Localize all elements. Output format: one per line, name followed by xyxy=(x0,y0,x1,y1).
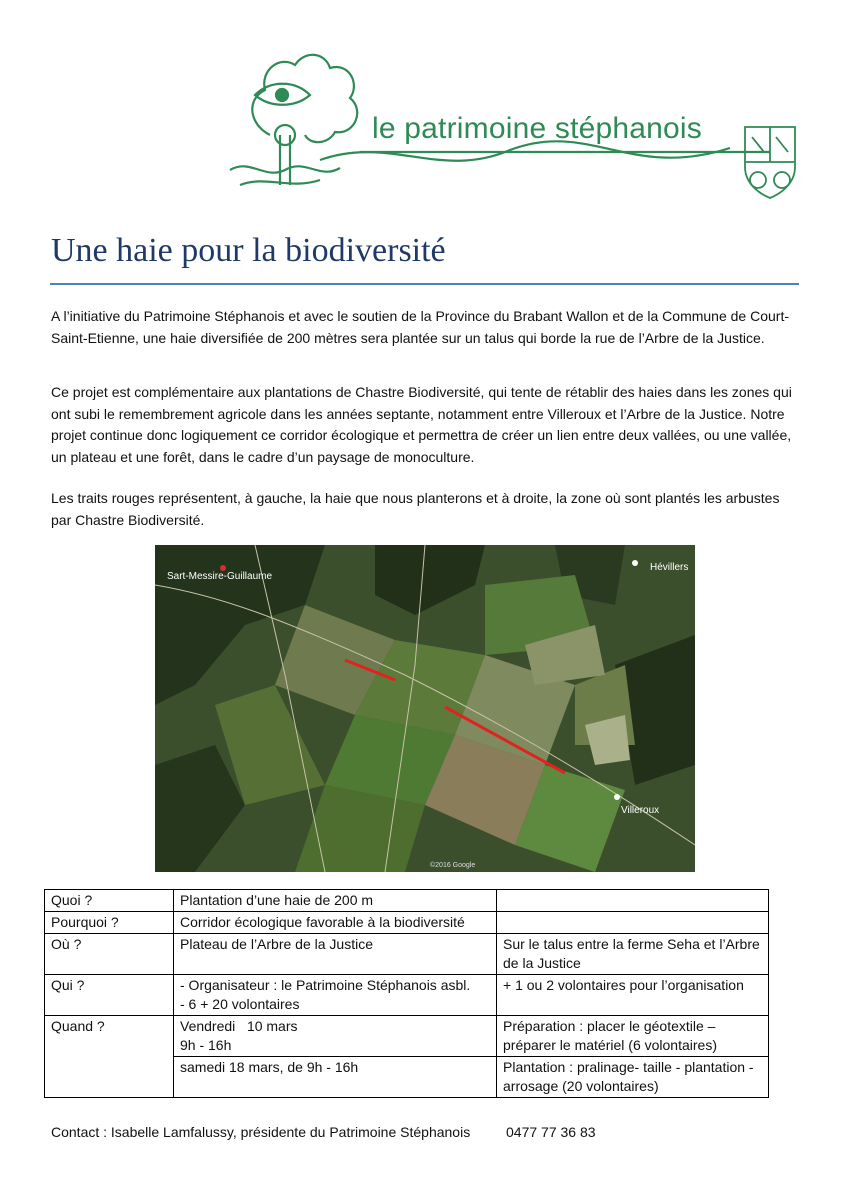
info-table xyxy=(44,889,769,1098)
place-marker-icon xyxy=(632,560,638,566)
row-detail: Sur le talus entre la ferme Seha et l’Arbre de la Justice xyxy=(497,934,769,975)
row-value: Plateau de l’Arbre de la Justice xyxy=(174,934,497,975)
row-value-line: Vendredi 10 mars xyxy=(180,1018,298,1034)
row-detail xyxy=(497,912,769,934)
map-label-villeroux: Villeroux xyxy=(621,805,660,816)
table-row xyxy=(45,1016,769,1057)
place-marker-icon xyxy=(614,794,620,800)
map-label-hevillers: Hévillers xyxy=(650,562,689,573)
map-caption-paragraph: Les traits rouges représentent, à gauche, la haie que nous planterons et à droite, la zone où sont plantés les arbustes par Chastre Biodiversité. xyxy=(51,490,780,528)
row-value: samedi 18 mars, de 9h - 16h xyxy=(174,1057,497,1098)
row-label: Qui ? xyxy=(45,975,174,1016)
page-title: Une haie pour la biodiversité xyxy=(51,232,446,269)
brand-name: le patrimoine stéphanois xyxy=(372,112,702,145)
contact-phone: 0477 77 36 83 xyxy=(506,1124,596,1140)
row-detail: + 1 ou 2 volontaires pour l’organisation xyxy=(497,975,769,1016)
satellite-map xyxy=(155,545,695,872)
row-detail: Plantation : pralinage- taille - plantation - arrosage (20 volontaires) xyxy=(497,1057,769,1098)
row-label: Quoi ? xyxy=(45,890,174,912)
row-value-line: - 6 + 20 volontaires xyxy=(180,996,300,1012)
table-row xyxy=(45,934,769,975)
municipal-crest-icon xyxy=(740,122,800,202)
title-divider xyxy=(50,283,799,285)
row-label: Pourquoi ? xyxy=(45,912,174,934)
row-detail xyxy=(497,890,769,912)
project-paragraph: Ce projet est complémentaire aux plantations de Chastre Biodiversité, qui tente de rétablir des haies dans les zones qui ont subi le remembrement agricole dans les années septante, notamment entre Villeroux et l’Arbre de la Justice. Notre projet continue donc logiquement ce corridor écologique et permettra de créer un lien entre deux vallées, ou une vallée, un plateau et une forêt, dans le cadre d’un paysage de monoculture. xyxy=(51,384,792,465)
row-label: Quand ? xyxy=(45,1016,174,1098)
map-label-sart: Sart-Messire-Guillaume xyxy=(167,571,273,582)
row-value: Plantation d’une haie de 200 m xyxy=(174,890,497,912)
row-value-line: - Organisateur : le Patrimoine Stéphanois asbl. xyxy=(180,977,471,993)
row-value-line: 9h - 16h xyxy=(180,1037,232,1053)
row-value: Corridor écologique favorable à la biodiversité xyxy=(174,912,497,934)
row-label: Où ? xyxy=(45,934,174,975)
contact-line: Contact : Isabelle Lamfalussy, présidente du Patrimoine Stéphanois xyxy=(51,1124,471,1140)
row-detail: Préparation : placer le géotextile – préparer le matériel (6 volontaires) xyxy=(497,1016,769,1057)
intro-paragraph: A l’initiative du Patrimoine Stéphanois et avec le soutien de la Province du Brabant Wallon et de la Commune de Court-Saint-Etienne, une haie diversifiée de 200 mètres sera plantée sur un talus qui borde la rue de l’Arbre de la Justice. xyxy=(51,308,790,346)
map-copyright: ©2016 Google xyxy=(430,862,476,869)
table-row xyxy=(45,890,769,912)
table-row xyxy=(45,912,769,934)
row-value xyxy=(174,1016,497,1057)
row-value xyxy=(174,975,497,1016)
table-row xyxy=(45,975,769,1016)
